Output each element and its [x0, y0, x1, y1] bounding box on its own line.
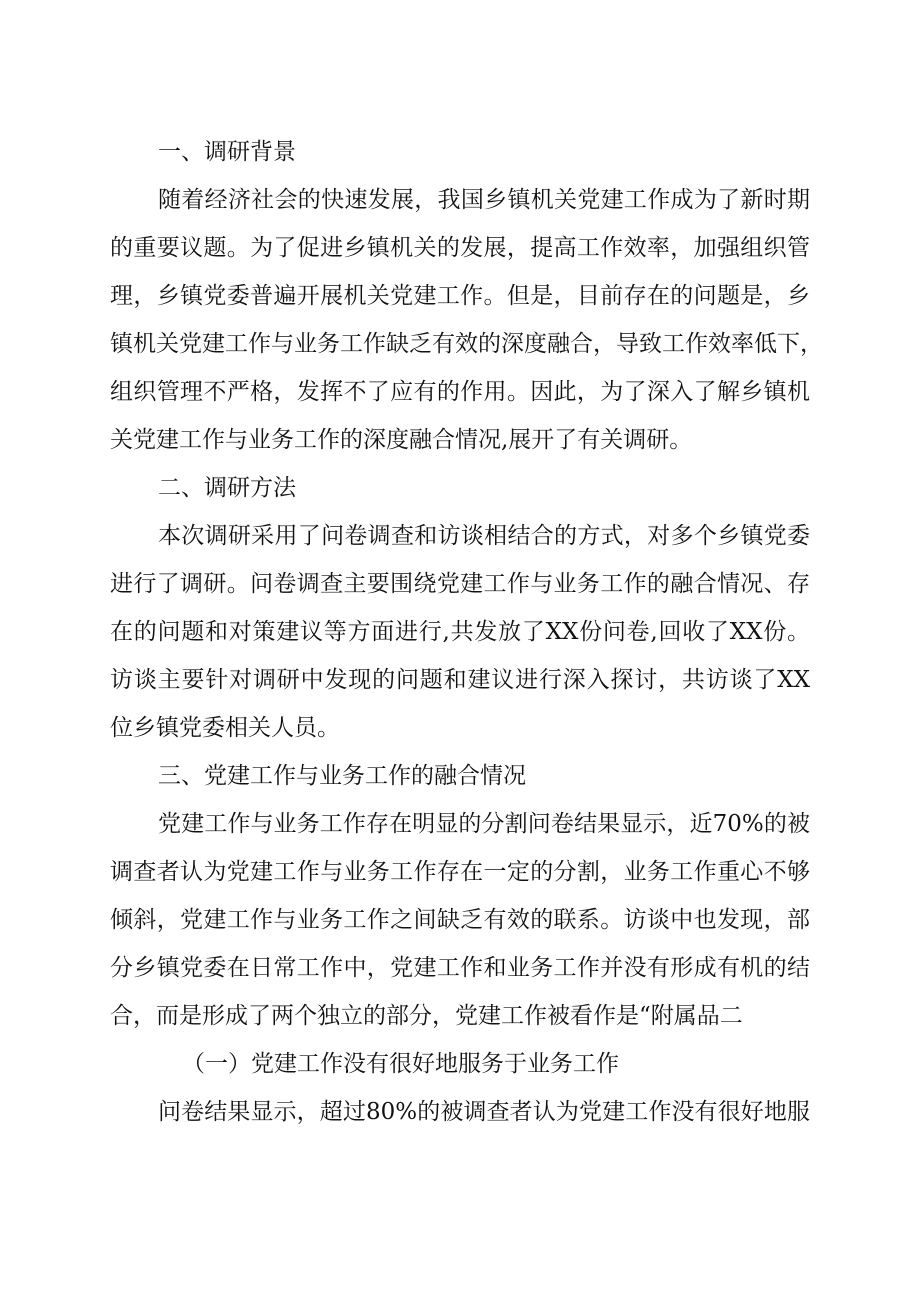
paragraph-line: 随着经济社会的快速发展，我国乡镇机关党建工作成为了新时期 — [158, 187, 810, 213]
section-heading-background: 一、调研背景 — [158, 139, 296, 165]
paragraph-line: 分乡镇党委在日常工作中，党建工作和业务工作并没有形成有机的结 — [110, 955, 810, 981]
paragraph-line: 党建工作与业务工作存在明显的分割问卷结果显示，近70%的被 — [158, 811, 810, 837]
paragraph-line: 合，而是形成了两个独立的部分，党建工作被看作是“附属品二 — [110, 1003, 743, 1029]
paragraph-line: 访谈主要针对调研中发现的问题和建议进行深入探讨，共访谈了XX — [110, 667, 810, 693]
paragraph-line: 倾斜，党建工作与业务工作之间缺乏有效的联系。访谈中也发现，部 — [110, 907, 810, 933]
section-heading-integration: 三、党建工作与业务工作的融合情况 — [158, 763, 526, 789]
paragraph-line: 本次调研采用了问卷调查和访谈相结合的方式，对多个乡镇党委 — [158, 523, 810, 549]
section-heading-method: 二、调研方法 — [158, 475, 296, 501]
paragraph-line: 问卷结果显示，超过80%的被调查者认为党建工作没有很好地服 — [158, 1099, 810, 1125]
paragraph-line: 调查者认为党建工作与业务工作存在一定的分割，业务工作重心不够 — [110, 859, 810, 885]
paragraph-line: 位乡镇党委相关人员。 — [110, 715, 340, 741]
paragraph-line: 镇机关党建工作与业务工作缺乏有效的深度融合，导致工作效率低下， — [110, 331, 823, 357]
subsection-heading: （一）党建工作没有很好地服务于业务工作 — [182, 1051, 619, 1077]
paragraph-line: 的重要议题。为了促进乡镇机关的发展，提高工作效率，加强组织管 — [110, 235, 810, 261]
paragraph-line: 进行了调研。问卷调查主要围绕党建工作与业务工作的融合情况、存 — [110, 571, 810, 597]
paragraph-line: 在的问题和对策建议等方面进行,共发放了XX份问卷,回收了XX份。 — [110, 619, 810, 645]
paragraph-line: 理，乡镇党委普遍开展机关党建工作。但是，目前存在的问题是，乡 — [110, 283, 810, 309]
paragraph-line: 组织管理不严格，发挥不了应有的作用。因此，为了深入了解乡镇机 — [110, 379, 810, 405]
paragraph-line: 关党建工作与业务工作的深度融合情况,展开了有关调研。 — [110, 427, 693, 453]
document-body — [110, 128, 823, 1136]
